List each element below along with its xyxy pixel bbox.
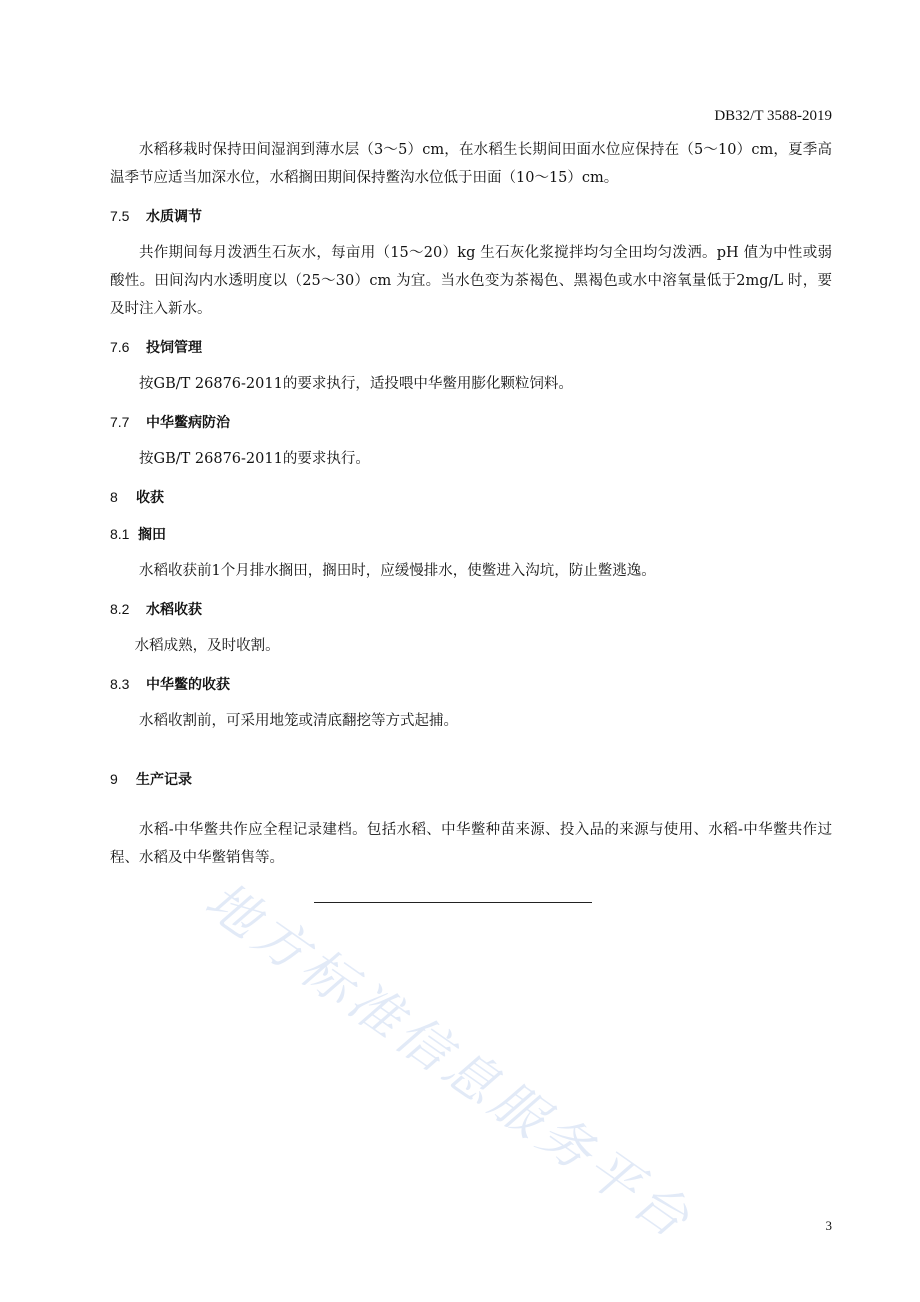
- watermark: 地方标准信息服务平台: [194, 870, 704, 1253]
- heading-number: 8.2: [110, 601, 130, 617]
- heading-number: 8: [110, 489, 118, 505]
- spacer: [110, 745, 832, 759]
- heading-title: 中华鳖病防治: [146, 415, 230, 431]
- heading-number: 9: [110, 771, 118, 787]
- document-code: DB32/T 3588-2019: [714, 108, 832, 124]
- heading-title: 中华鳖的收获: [146, 677, 230, 693]
- heading-title: 水稻收获: [146, 602, 202, 618]
- heading-title: 投饲管理: [146, 340, 202, 356]
- heading-7-5: [110, 202, 832, 231]
- heading-title: 搁田: [138, 527, 166, 543]
- heading-7-7: [110, 408, 832, 437]
- heading-number: 8.3: [110, 676, 130, 692]
- heading-9: [110, 765, 832, 794]
- paragraph-disease: 按GB/T 26876-2011的要求执行。: [139, 451, 370, 467]
- heading-title: 收获: [136, 490, 164, 506]
- heading-number: 8.1: [110, 526, 130, 542]
- document-body: [110, 136, 832, 882]
- page-number: 3: [825, 1218, 832, 1233]
- heading-7-6: [110, 333, 832, 362]
- paragraph-feeding: 按GB/T 26876-2011的要求执行，适投喂中华鳖用膨化颗粒饲料。: [139, 376, 573, 392]
- paragraph-turtle-harvest: 水稻收割前，可采用地笼或清底翻挖等方式起捕。: [139, 713, 458, 729]
- paragraph-rice-harvest: 水稻成熟，及时收割。: [134, 638, 280, 654]
- heading-8-3: [110, 670, 832, 699]
- end-rule: [314, 902, 592, 903]
- heading-title: 水质调节: [146, 209, 202, 225]
- heading-number: 7.6: [110, 339, 130, 355]
- paragraph-water-quality: 共作期间每月泼洒生石灰水，每亩用（15～20）kg 生石灰化浆搅拌均匀全田均匀泼洒。pH 值为中性或弱酸性。田间沟内水透明度以（25～30）cm 为宜。当水色变为茶褐色、黑褐色或水中溶氧量低于2mg/L 时，要及时注入新水。: [110, 245, 832, 317]
- heading-number: 7.5: [110, 208, 130, 224]
- heading-8: [110, 483, 832, 512]
- paragraph-records: 水稻-中华鳖共作应全程记录建档。包括水稻、中华鳖种苗来源、投入品的来源与使用、水稻-中华鳖共作过程、水稻及中华鳖销售等。: [110, 822, 832, 866]
- heading-8-1: [110, 520, 832, 549]
- spacer: [110, 802, 832, 816]
- heading-title: 生产记录: [136, 772, 192, 788]
- heading-number: 7.7: [110, 414, 130, 430]
- paragraph-drain-field: 水稻收获前1个月排水搁田，搁田时，应缓慢排水，使鳖进入沟坑，防止鳖逃逸。: [139, 563, 656, 579]
- heading-8-2: [110, 595, 832, 624]
- paragraph-water-level: 水稻移栽时保持田间湿润到薄水层（3～5）cm，在水稻生长期间田面水位应保持在（5～10）cm，夏季高温季节应适当加深水位，水稻搁田期间保持鳖沟水位低于田面（10～15）cm。: [110, 142, 832, 186]
